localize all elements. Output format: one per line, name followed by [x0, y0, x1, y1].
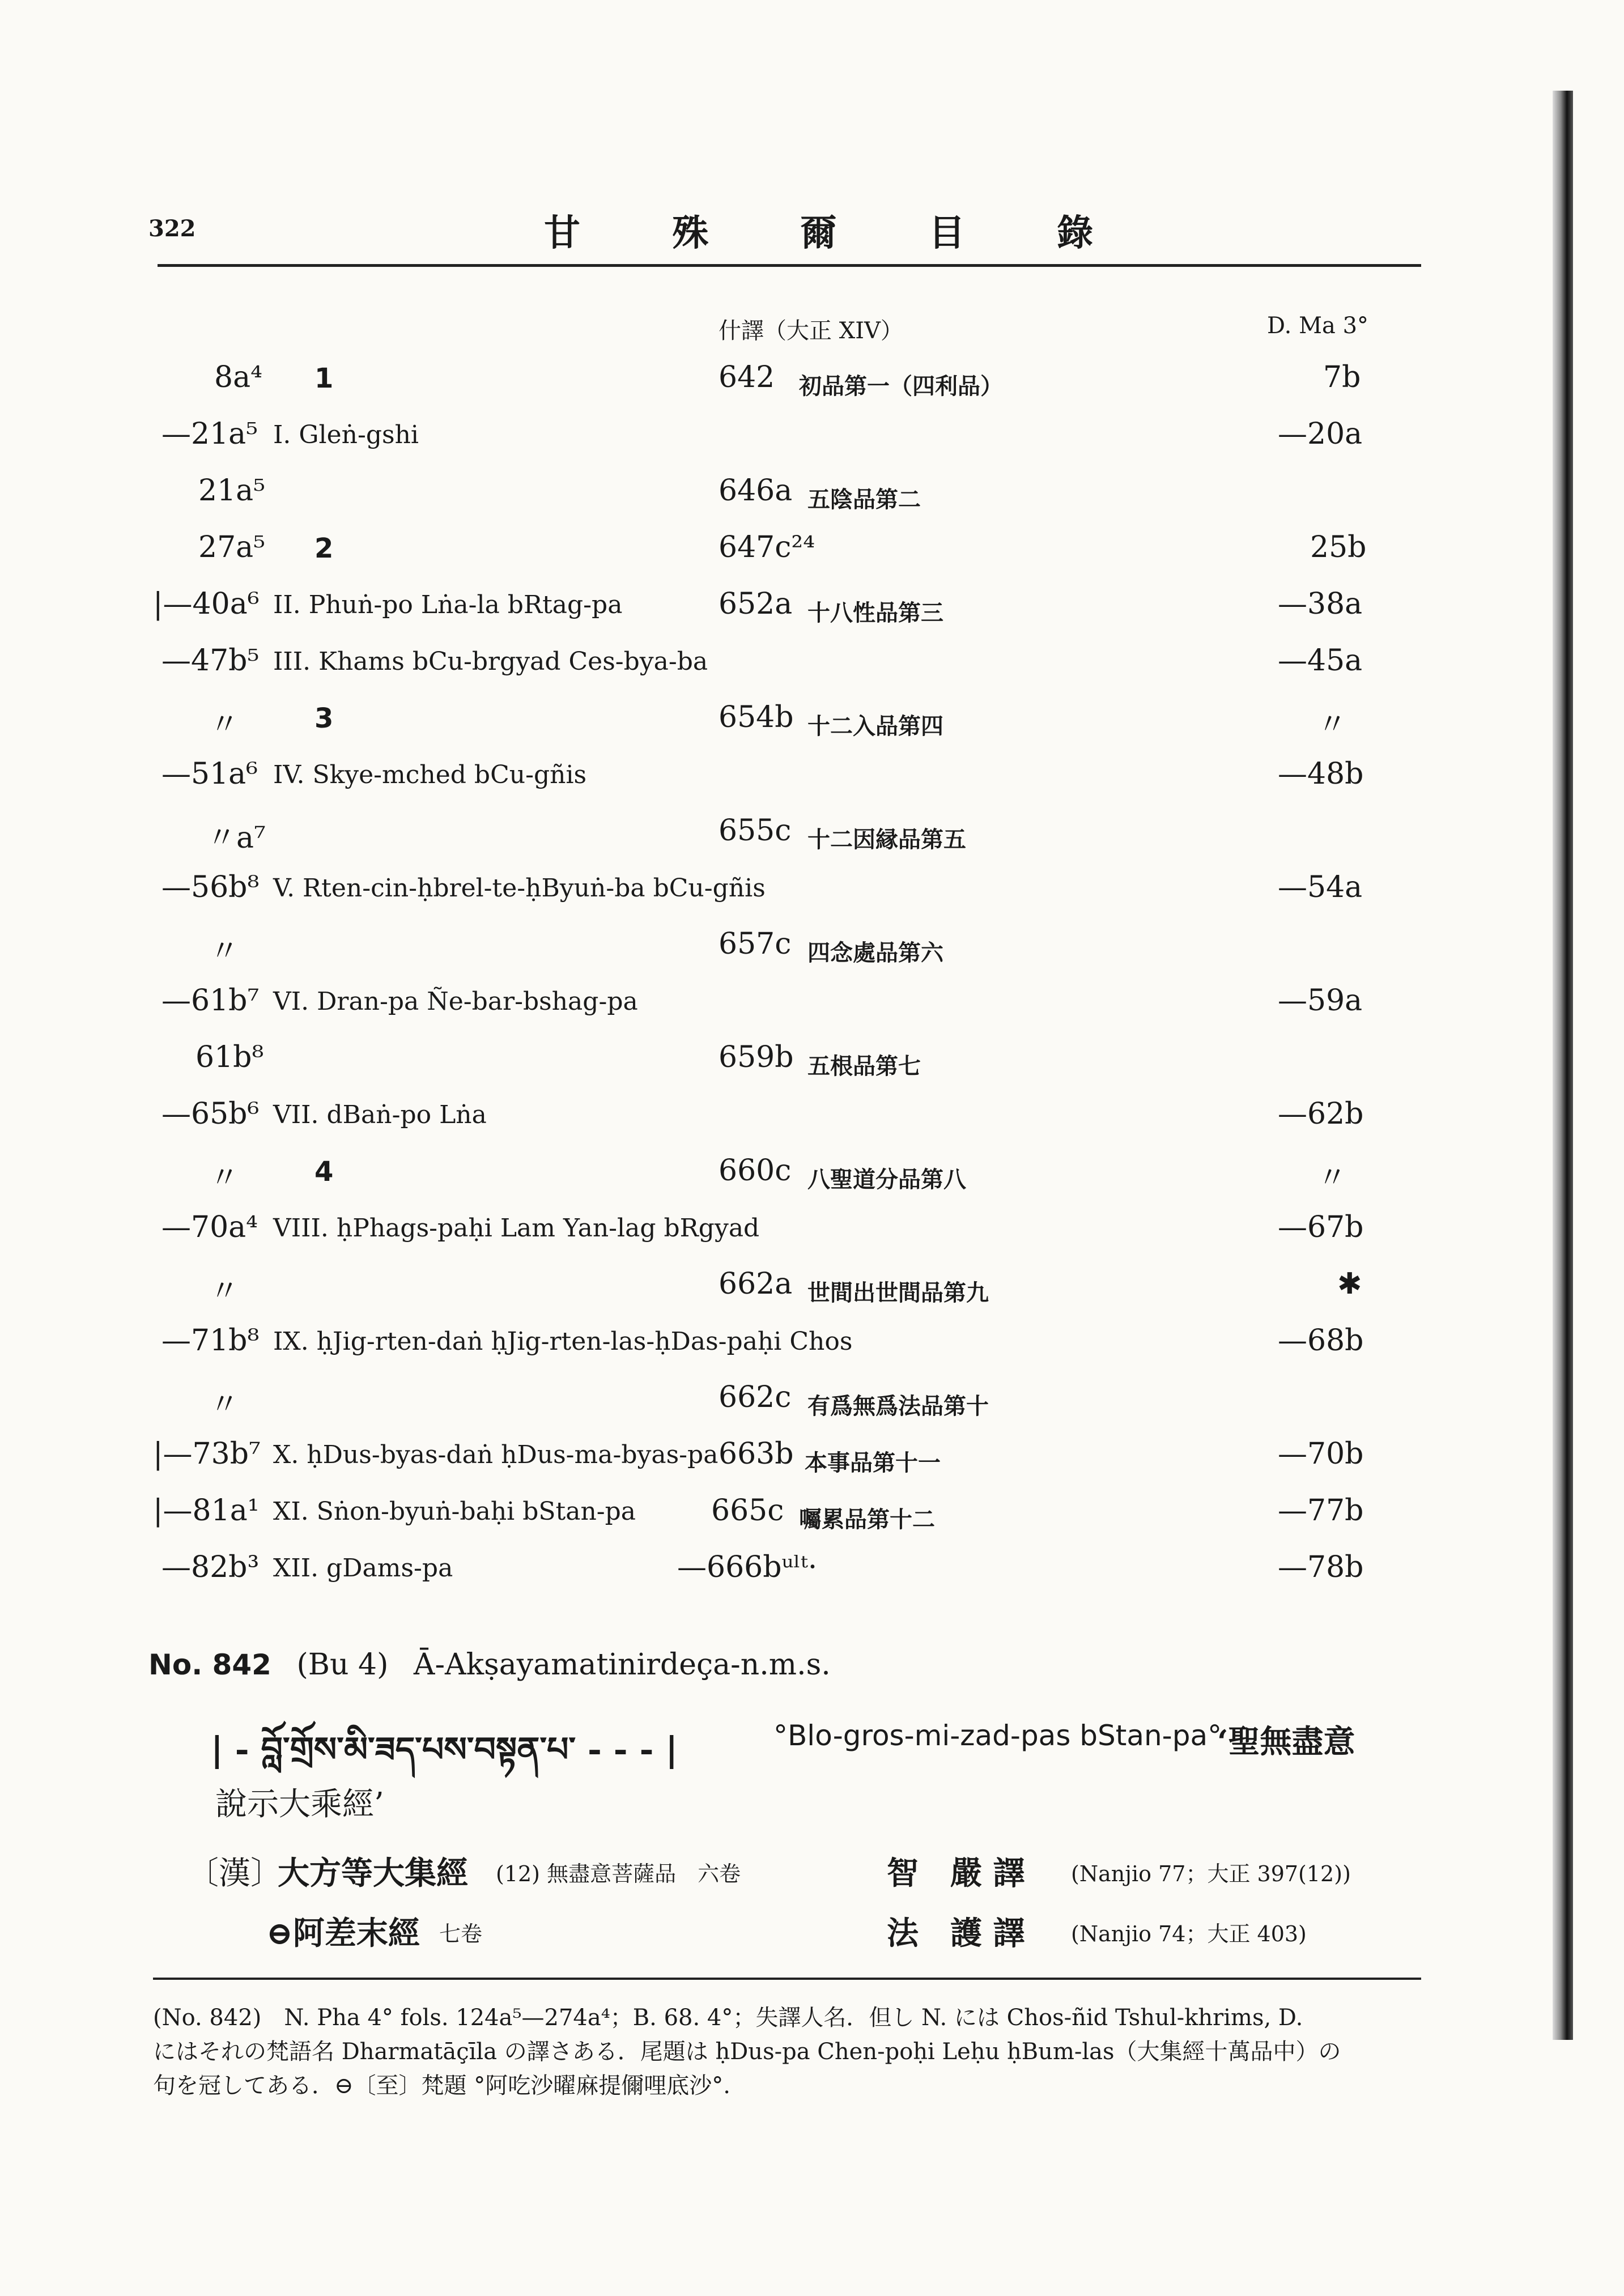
table-row: [0, 984, 1624, 1035]
folio-cell: 8a⁴: [214, 360, 262, 394]
japanese-title-part-2: 說示大乘經’: [215, 1786, 384, 1823]
taisho-cell: 663b: [719, 1437, 794, 1471]
chinese-tag: 〔漢〕: [187, 1855, 282, 1892]
chinese-translator: 智 嚴 譯: [887, 1855, 1025, 1892]
derge-cell: —77b: [1278, 1494, 1364, 1528]
title-cell: XII. gDams-pa: [273, 1554, 453, 1583]
derge-cell: —70b: [1278, 1437, 1364, 1471]
tibetan-roman-title: °Blo-gros-mi-zad-pas bStan-pa°: [773, 1719, 1222, 1752]
chapter-cell: 囑累品第十二: [799, 1506, 935, 1533]
folio-cell: —65b⁶: [161, 1097, 260, 1131]
chapter-cell: 十二因縁品第五: [807, 826, 966, 853]
table-row: [0, 1210, 1624, 1261]
japanese-title-part-1: ‘聖無盡意: [1217, 1723, 1355, 1761]
folio-cell: |—81a¹: [153, 1494, 260, 1528]
volume-number-cell: 4: [314, 1156, 334, 1188]
taisho-cell: —666bᵘˡᵗ·: [677, 1550, 818, 1584]
folio-cell: 〃: [210, 1161, 240, 1195]
derge-cell: —67b: [1278, 1210, 1364, 1244]
taisho-cell: 665c: [711, 1494, 784, 1528]
chapter-cell: 初品第一（四利品）: [799, 373, 1003, 399]
derge-cell: ✱: [1337, 1267, 1362, 1301]
table-row: [0, 1040, 1624, 1091]
taisho-cell: 657c: [719, 927, 792, 961]
chinese-reference: (Nanjio 77；大正 397(12)): [1071, 1861, 1351, 1886]
table-row: [0, 644, 1624, 695]
folio-cell: —70a⁴: [161, 1210, 258, 1244]
derge-cell: —20a: [1278, 417, 1363, 451]
table-row: [0, 1437, 1624, 1488]
folio-cell: —47b⁵: [161, 644, 260, 678]
title-cell: II. Phuṅ-po Lṅa-la bRtag-pa: [273, 590, 623, 619]
derge-cell: 25b: [1310, 530, 1367, 564]
page-title: 甘 殊 爾 目 錄: [544, 212, 1133, 254]
folio-cell: |—40a⁶: [153, 587, 260, 621]
taisho-cell: 659b: [719, 1040, 794, 1074]
volume-number-cell: 1: [314, 363, 334, 394]
title-cell: XI. Sṅon-byuṅ-baḥi bStan-pa: [273, 1497, 636, 1526]
taisho-cell: 660c: [719, 1154, 792, 1188]
taisho-cell: 654b: [719, 700, 794, 734]
entry-sanskrit-title: Ā-Akṣayamatinirdeça-n.m.s.: [413, 1648, 831, 1682]
chapter-cell: 十八性品第三: [807, 599, 943, 626]
chapter-cell: 五陰品第二: [807, 486, 921, 513]
derge-cell: 〃: [1317, 1161, 1347, 1195]
chinese-reference: (Nanjio 74；大正 403): [1071, 1921, 1307, 1946]
table-row: [0, 1324, 1624, 1375]
folio-cell: 〃: [210, 708, 240, 742]
chinese-subtitle: 七卷: [439, 1921, 483, 1946]
folio-cell: —51a⁶: [161, 757, 258, 791]
table-row: [0, 814, 1624, 865]
folio-cell: 27a⁵: [198, 530, 266, 564]
derge-cell: 7b: [1323, 360, 1361, 394]
title-cell: V. Rten-cin-ḥbrel-te-ḥByuṅ-ba bCu-gñis: [273, 874, 766, 903]
table-row: [0, 530, 1624, 581]
footnote-rule: [153, 1978, 1421, 1980]
folio-cell: 〃: [210, 1274, 240, 1308]
taisho-cell: 642: [719, 360, 775, 394]
folio-cell: |—73b⁷: [153, 1437, 261, 1471]
chapter-cell: 有爲無爲法品第十: [807, 1393, 989, 1419]
taisho-cell: 662a: [719, 1267, 793, 1301]
table-row: [0, 1494, 1624, 1545]
footnote-line-2: にはそれの梵語名 Dharmatāçīla の譯さある．尾題は ḥDus-pa Chen-poḥi Leḥu ḥBum-las（大集經十萬品中）の: [153, 2039, 1341, 2065]
chinese-translator: 法 護 譯: [887, 1915, 1025, 1952]
folio-cell: —21a⁵: [161, 417, 258, 451]
entry-bu-reference: (Bu 4): [296, 1648, 389, 1682]
footnote-line-1: (No. 842) N. Pha 4° fols. 124a⁵—274a⁴；B. 68. 4°；失譯人名．但し N. には Chos-ñid Tshul-khrims, D.: [153, 2005, 1303, 2031]
chapter-cell: 八聖道分品第八: [807, 1166, 966, 1193]
folio-cell: —71b⁸: [161, 1324, 260, 1358]
derge-cell: —45a: [1278, 644, 1363, 678]
table-row: [0, 1154, 1624, 1205]
table-row: [0, 587, 1624, 638]
folio-cell: 〃: [210, 934, 240, 968]
scan-edge-shadow: [1553, 91, 1573, 2040]
folio-cell: —56b⁸: [161, 870, 260, 904]
taisho-cell: 662c: [719, 1380, 792, 1414]
table-row: [0, 757, 1624, 808]
chapter-cell: 五根品第七: [807, 1053, 921, 1079]
tibetan-script-title: | - བློ་གྲོས་མི་ཟད་པས་བསྟན་པ་ - - - |: [211, 1730, 678, 1770]
entry-heading: [148, 1648, 831, 1682]
title-cell: VIII. ḥPhags-paḥi Lam Yan-lag bRgyad: [273, 1214, 760, 1243]
title-cell: IV. Skye-mched bCu-gñis: [273, 760, 587, 789]
folio-cell: —61b⁷: [161, 984, 260, 1018]
derge-cell: —59a: [1278, 984, 1363, 1018]
table-row: [0, 1550, 1624, 1601]
chinese-title: ⊖阿差末經: [266, 1915, 420, 1952]
chapter-cell: 本事品第十一: [805, 1449, 941, 1476]
taisho-cell: 655c: [719, 814, 792, 848]
table-row: [0, 1267, 1624, 1318]
entry-number: No. 842: [148, 1648, 271, 1681]
taisho-cell: 652a: [719, 587, 793, 621]
title-cell: IX. ḥJig-rten-daṅ ḥJig-rten-las-ḥDas-paḥi Chos: [273, 1327, 853, 1356]
title-cell: III. Khams bCu-brgyad Ces-bya-ba: [273, 647, 708, 676]
table-row: [0, 360, 1624, 411]
folio-cell: —82b³: [161, 1550, 260, 1584]
volume-number-cell: 3: [314, 703, 334, 734]
chinese-title: 大方等大集經: [278, 1855, 468, 1892]
folio-cell: 〃: [210, 1388, 240, 1422]
footnote-line-3: 句を冠してある．⊖〔至〕梵題 °阿吃沙曜麻提儞哩底沙°.: [153, 2073, 730, 2099]
chinese-subtitle: (12) 無盡意菩薩品 六卷: [496, 1861, 741, 1886]
table-row: [0, 870, 1624, 921]
derge-cell: 〃: [1317, 708, 1347, 742]
table-row: [0, 1097, 1624, 1148]
chinese-translation-row: [187, 1908, 1434, 1954]
derge-cell: —78b: [1278, 1550, 1364, 1584]
derge-cell: —38a: [1278, 587, 1363, 621]
folio-cell: 21a⁵: [198, 474, 266, 508]
chinese-translation-row: [187, 1848, 1434, 1894]
chapter-cell: 十二入品第四: [807, 713, 943, 739]
column-head-translation: 什譯（大正 XIV）: [719, 318, 903, 344]
column-head-derge: D. Ma 3°: [1267, 313, 1369, 339]
table-row: [0, 474, 1624, 525]
table-row: [0, 417, 1624, 468]
derge-cell: —48b: [1278, 757, 1364, 791]
volume-number-cell: 2: [314, 533, 334, 564]
page-number: 322: [148, 215, 196, 242]
folio-cell: 〃a⁷: [207, 821, 266, 855]
table-row: [0, 700, 1624, 751]
derge-cell: —62b: [1278, 1097, 1364, 1131]
chapter-cell: 世間出世間品第九: [807, 1279, 989, 1306]
derge-cell: —68b: [1278, 1324, 1364, 1358]
title-cell: VI. Dran-pa Ñe-bar-bshag-pa: [273, 987, 638, 1016]
taisho-cell: 647c²⁴: [719, 530, 815, 564]
taisho-cell: 646a: [719, 474, 793, 508]
title-cell: I. Gleṅ-gshi: [273, 420, 419, 449]
table-row: [0, 927, 1624, 978]
folio-cell: 61b⁸: [195, 1040, 264, 1074]
title-cell: X. ḥDus-byas-daṅ ḥDus-ma-byas-pa: [273, 1440, 719, 1469]
title-cell: VII. dBaṅ-po Lṅa: [273, 1100, 487, 1129]
chapter-cell: 四念處品第六: [807, 939, 943, 966]
table-row: [0, 1380, 1624, 1431]
derge-cell: —54a: [1278, 870, 1363, 904]
